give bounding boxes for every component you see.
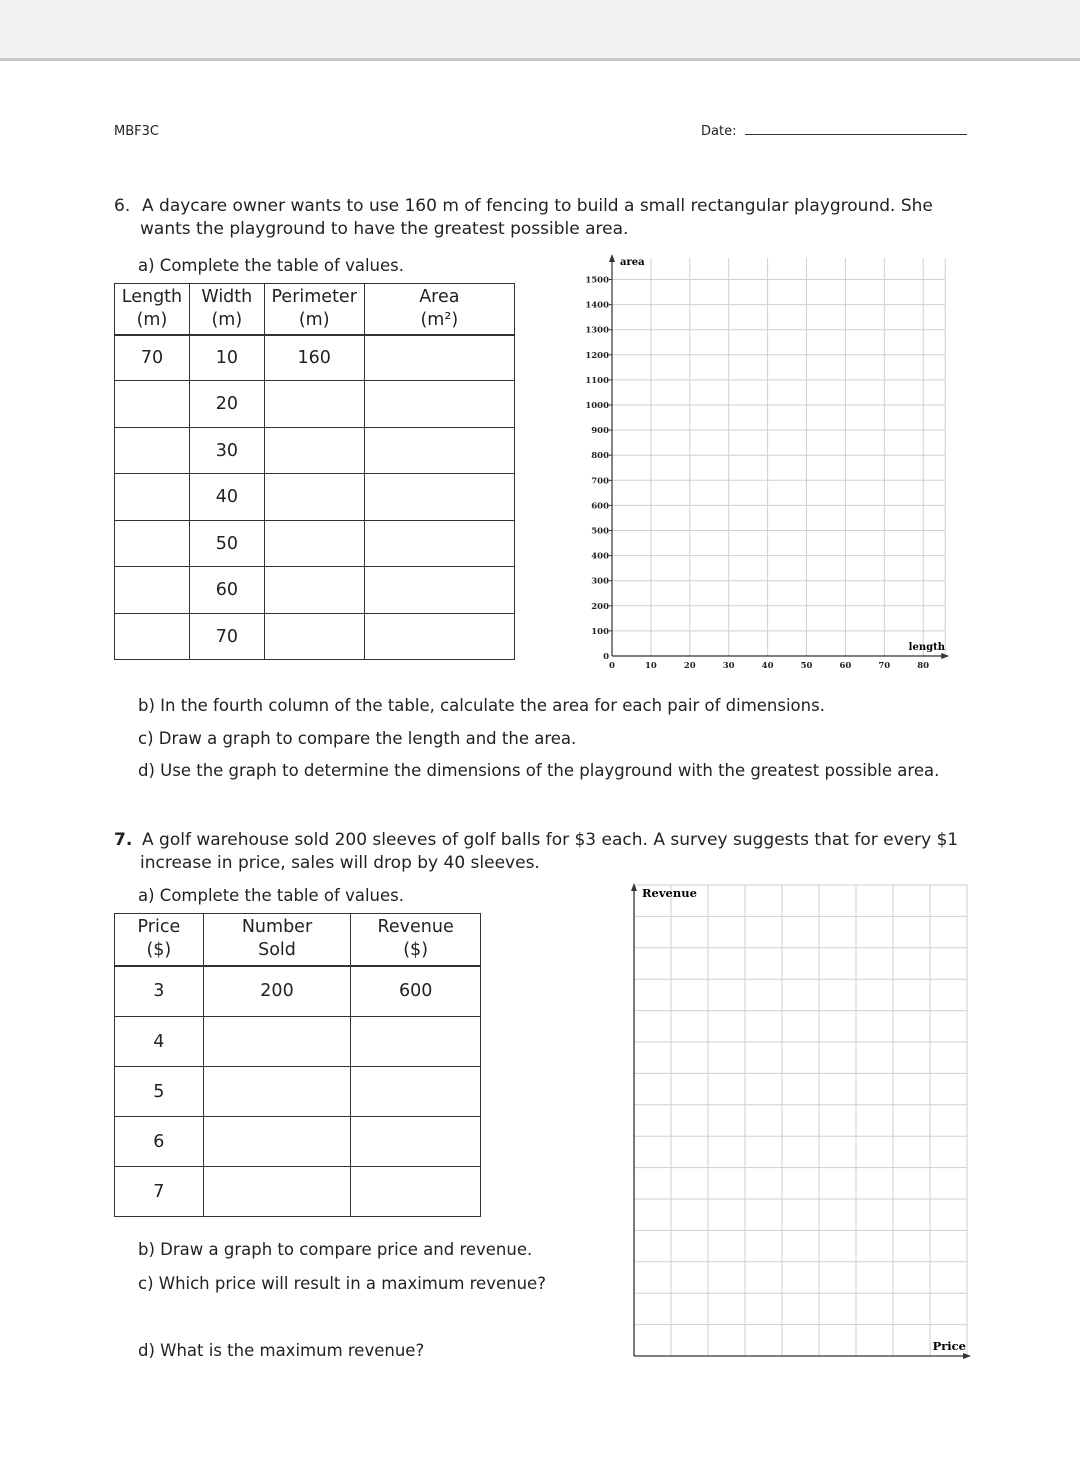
y-tick-label: 1500 [585,275,609,286]
q6-number: 6. [114,196,131,216]
y-tick-label: 0 [603,652,609,662]
y-tick-label: 800 [591,451,609,462]
y-tick-label: 500 [591,526,609,537]
y-axis-arrow-icon [631,883,637,891]
y-tick-label: 900 [591,426,609,437]
q7-part-c: c) Which price will result in a maximum revenue? [138,1274,546,1293]
y-tick-label: 1400 [585,300,609,311]
top-toolbar-bar [0,0,1080,61]
y-tick-label: 1000 [585,401,609,411]
x-tick-label: 0 [609,661,615,671]
q7-revenue-graph [625,880,975,1365]
q7-part-b: b) Draw a graph to compare price and revenue. [138,1240,533,1259]
y-tick-label: 1300 [585,325,609,336]
y-tick-label: 300 [591,576,609,587]
y-tick-label: 1200 [585,350,609,361]
date-blank-line [745,124,967,135]
date-label: Date: [701,124,737,139]
y-tick-label: 100 [591,626,609,637]
q6-text-line2: wants the playground to have the greatest possible area. [140,219,629,239]
q6-header-length: Length (m) [115,284,190,335]
q7-part-a: a) Complete the table of values. [138,886,404,905]
x-tick-label: 30 [722,661,735,671]
x-tick-label: 10 [644,661,657,671]
q6-text-line1: A daycare owner wants to use 160 m of fencing to build a small rectangular playground. She [142,196,933,216]
x-tick-label: 50 [800,661,813,671]
q6-header-area: Area (m²) [364,284,514,335]
y-tick-label: 600 [591,501,609,512]
q6-part-c: c) Draw a graph to compare the length and the area. [138,729,577,748]
table-row: 4 [115,1017,481,1067]
q6-header-perimeter: Perimeter (m) [264,284,364,335]
q7-values-table [114,913,481,1217]
x-tick-label: 80 [917,661,930,671]
y-axis-arrow-icon [609,254,615,262]
q6-graph-y-label: area [620,257,645,268]
table-row: 5 [115,1067,481,1117]
q7-header-price: Price ($) [115,914,204,966]
q7-header-revenue: Revenue ($) [351,914,481,966]
q7-number: 7. [114,830,133,850]
table-row: 7 [115,1167,481,1217]
y-tick-label: 700 [591,476,609,487]
q6-part-b: b) In the fourth column of the table, calculate the area for each pair of dimensions. [138,696,825,715]
q7-text-line2: increase in price, sales will drop by 40 sleeves. [140,853,540,873]
q7-part-d: d) What is the maximum revenue? [138,1341,425,1360]
q6-values-table [114,283,515,660]
table-row: 3 200 600 [115,966,481,1017]
q7-graph-y-label: Revenue [642,886,697,900]
q6-part-d: d) Use the graph to determine the dimensions of the playground with the greatest possible area. [138,761,940,780]
table-row: 50 [115,521,515,567]
table-row: 60 [115,567,515,614]
x-tick-label: 40 [761,661,774,671]
q6-part-a: a) Complete the table of values. [138,256,404,275]
x-tick-label: 70 [878,661,891,671]
table-row: 30 [115,428,515,474]
q6-graph-x-label: length [908,642,945,653]
x-tick-label: 60 [839,661,852,671]
table-row: 20 [115,381,515,428]
table-row: 70 [115,614,515,660]
y-tick-label: 200 [591,601,609,612]
x-tick-label: 20 [683,661,696,671]
q7-text-line1: A golf warehouse sold 200 sleeves of golf balls for $3 each. A survey suggests that for every $1 [142,830,959,850]
q7-graph-x-label: Price [932,1339,966,1353]
date-field [701,124,967,139]
y-tick-label: 1100 [585,375,609,386]
q7-graph-grid [631,883,971,1359]
table-row: 40 [115,474,515,521]
q6-graph-grid [585,254,949,671]
course-code: MBF3C [114,124,159,139]
q6-header-width: Width (m) [189,284,264,335]
q7-header-number-sold: Number Sold [203,914,351,966]
table-row: 70 10 160 [115,335,515,381]
table-row: 6 [115,1117,481,1167]
q6-area-graph [570,250,960,675]
y-tick-label: 400 [591,551,609,562]
